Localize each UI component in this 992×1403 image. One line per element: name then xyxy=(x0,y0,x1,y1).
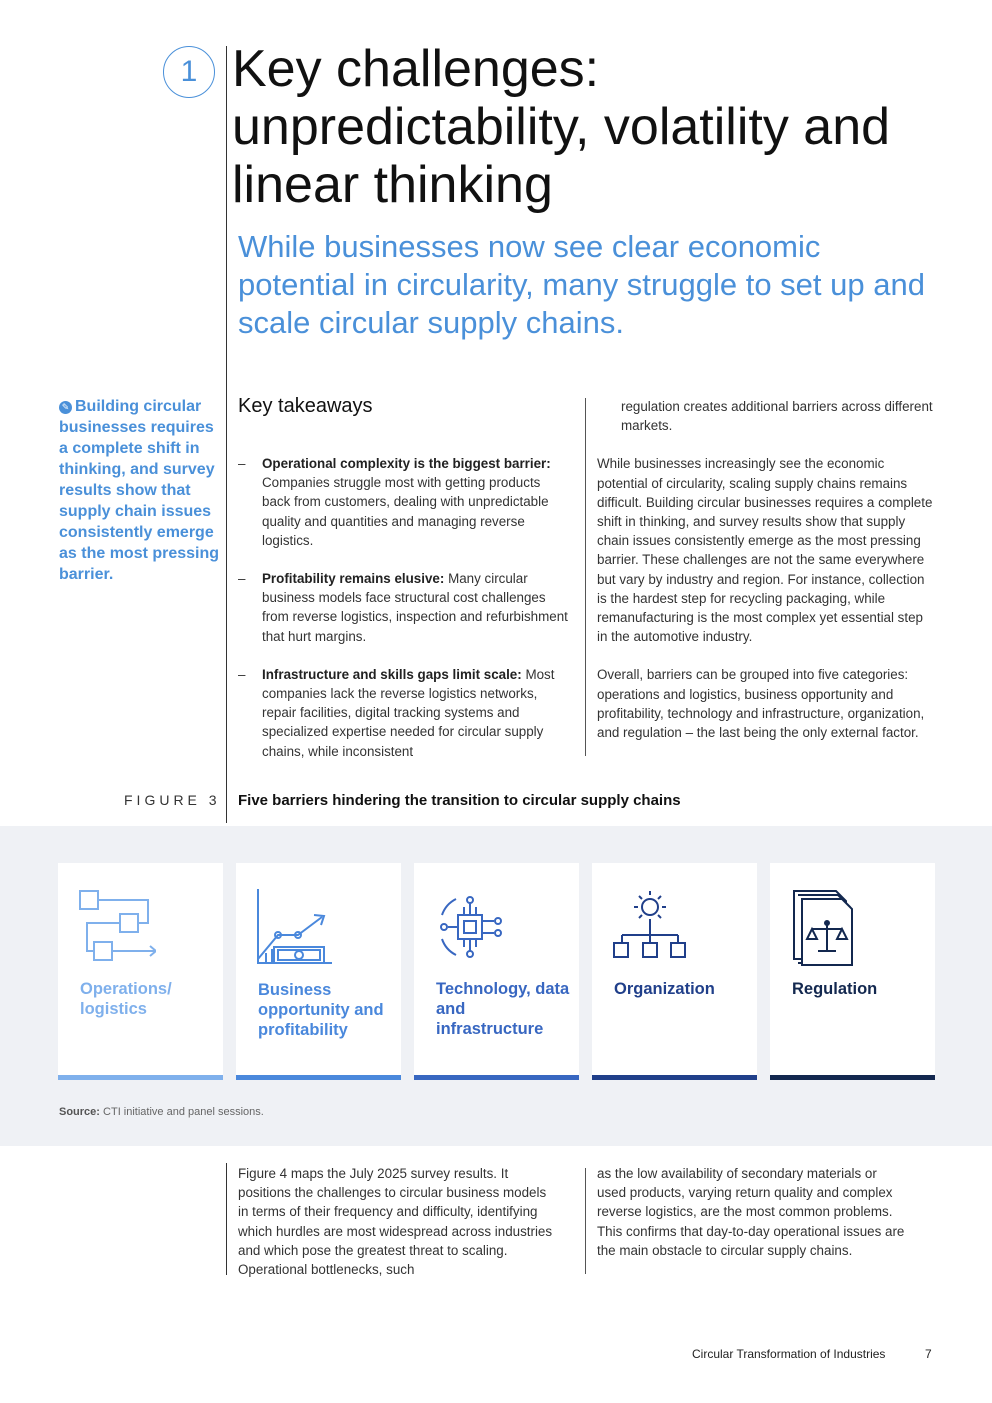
page-subtitle: While businesses now see clear economic potential in circularity, many struggle to set up and scale circular supply chains. xyxy=(238,229,925,340)
barrier-label: Regulation xyxy=(792,980,878,998)
circuit-chip-icon xyxy=(432,887,512,967)
key-takeaways-heading: Key takeaways xyxy=(238,395,373,417)
takeaway-item: – Operational complexity is the biggest barrier: Companies struggle most with getting products back from customers, dealing with unpredictable quality and quantities and managing reverse logistics. xyxy=(238,456,551,548)
figure-title: Five barriers hindering the transition to circular supply chains xyxy=(238,792,681,809)
takeaway-text: Companies struggle most with getting products back from customers, dealing with unpredictable quality and quantities and managing reverse logistics. xyxy=(262,475,549,548)
barrier-label: Technology, data and infrastructure xyxy=(436,980,570,1038)
card-accent-bar xyxy=(770,1075,935,1080)
column-divider xyxy=(585,398,586,756)
source-text: CTI initiative and panel sessions. xyxy=(103,1106,264,1118)
quote-icon: ✎ xyxy=(59,401,72,414)
card-accent-bar xyxy=(414,1075,579,1080)
barrier-card-business xyxy=(236,863,401,1080)
key-takeaways-list xyxy=(238,454,568,761)
chapter-number-badge: 1 xyxy=(163,46,215,98)
bottom-right-paragraph: as the low availability of secondary materials or used products, varying return quality and complex reverse logistics, are the most common problems. This confirms that day-to-day operational issues are the main obstacle to circular supply chains. xyxy=(597,1166,905,1258)
card-accent-bar xyxy=(592,1075,757,1080)
page-title: Key challenges: unpredictability, volatility and linear thinking xyxy=(232,40,891,214)
figure-source xyxy=(59,1106,264,1118)
barrier-label: Organization xyxy=(614,980,715,998)
takeaway-bold: Operational complexity is the biggest barrier: xyxy=(262,456,551,471)
takeaway-item: – Profitability remains elusive: Many circular business models face structural cost challenges from reverse logistics, inspection and refurbishment that hurt margins. xyxy=(238,571,568,644)
barrier-card-regulation xyxy=(770,863,935,1080)
body-paragraph: Overall, barriers can be grouped into five categories: operations and logistics, business opportunity and profitability, technology and infrastructure, organization, and regulation – the last being the only external factor. xyxy=(597,667,925,741)
column-divider xyxy=(585,1168,586,1274)
pull-quote xyxy=(59,396,224,585)
takeaway-item: – Infrastructure and skills gaps limit scale: Most companies lack the reverse logistics networks, repair facilities, digital tracking systems and specialized expertise needed for circular supply chains, while inconsistent xyxy=(238,666,555,759)
legal-document-scales-icon xyxy=(788,887,868,967)
header-rule xyxy=(226,46,227,823)
continuation-text: regulation creates additional barriers across different markets. xyxy=(621,399,933,434)
footer-publication: Circular Transformation of Industries xyxy=(692,1347,886,1361)
barrier-card-organization xyxy=(592,863,757,1080)
pull-quote-text: Building circular businesses requires a complete shift in thinking, and survey results show that supply chain issues consistently emerge as the most pressing barrier. xyxy=(59,398,220,583)
bottom-rule xyxy=(226,1163,227,1275)
barrier-card-technology xyxy=(414,863,579,1080)
growth-chart-money-icon xyxy=(254,887,334,967)
flowchart-icon xyxy=(76,887,156,967)
takeaway-bold: Profitability remains elusive: xyxy=(262,571,445,587)
org-chart-gear-icon xyxy=(610,887,690,967)
barrier-card-operations xyxy=(58,863,223,1080)
takeaway-text: Most companies lack the reverse logistics networks, repair facilities, digital tracking systems and specialized expertise needed for circular supply chains, while inconsistent xyxy=(262,666,555,759)
right-column xyxy=(597,397,937,742)
takeaway-text: Many circular business models face structural cost challenges from reverse logistics, inspection and refurbishment that hurt margins. xyxy=(262,571,568,644)
takeaway-bold: Infrastructure and skills gaps limit scale: xyxy=(262,666,522,682)
body-paragraph: While businesses increasingly see the economic potential of circularity, scaling supply chains remains difficult. Building circular businesses requires a complete shift in thinking, and survey results show that supply chain issues consistently emerge as the most pressing barrier. These challenges are not the same everywhere but vary by industry and region. For instance, collection is the hardest step for recycling packaging, while remanufacturing is the most complex yet essential step in the automotive industry. xyxy=(597,456,933,645)
card-accent-bar xyxy=(58,1075,223,1080)
figure-label: FIGURE 3 xyxy=(124,792,221,808)
page-number: 7 xyxy=(925,1347,932,1361)
barrier-label: Operations/ logistics xyxy=(80,980,172,1018)
barrier-label: Business opportunity and profitability xyxy=(258,981,384,1039)
bottom-left-paragraph: Figure 4 maps the July 2025 survey results. It positions the challenges to circular business models in terms of their frequency and difficulty, identifying which hurdles are most widespread across industries and which pose the greatest threat to scaling. Operational bottlenecks, such xyxy=(238,1166,553,1278)
card-accent-bar xyxy=(236,1075,401,1080)
source-label: Source: xyxy=(59,1106,100,1118)
